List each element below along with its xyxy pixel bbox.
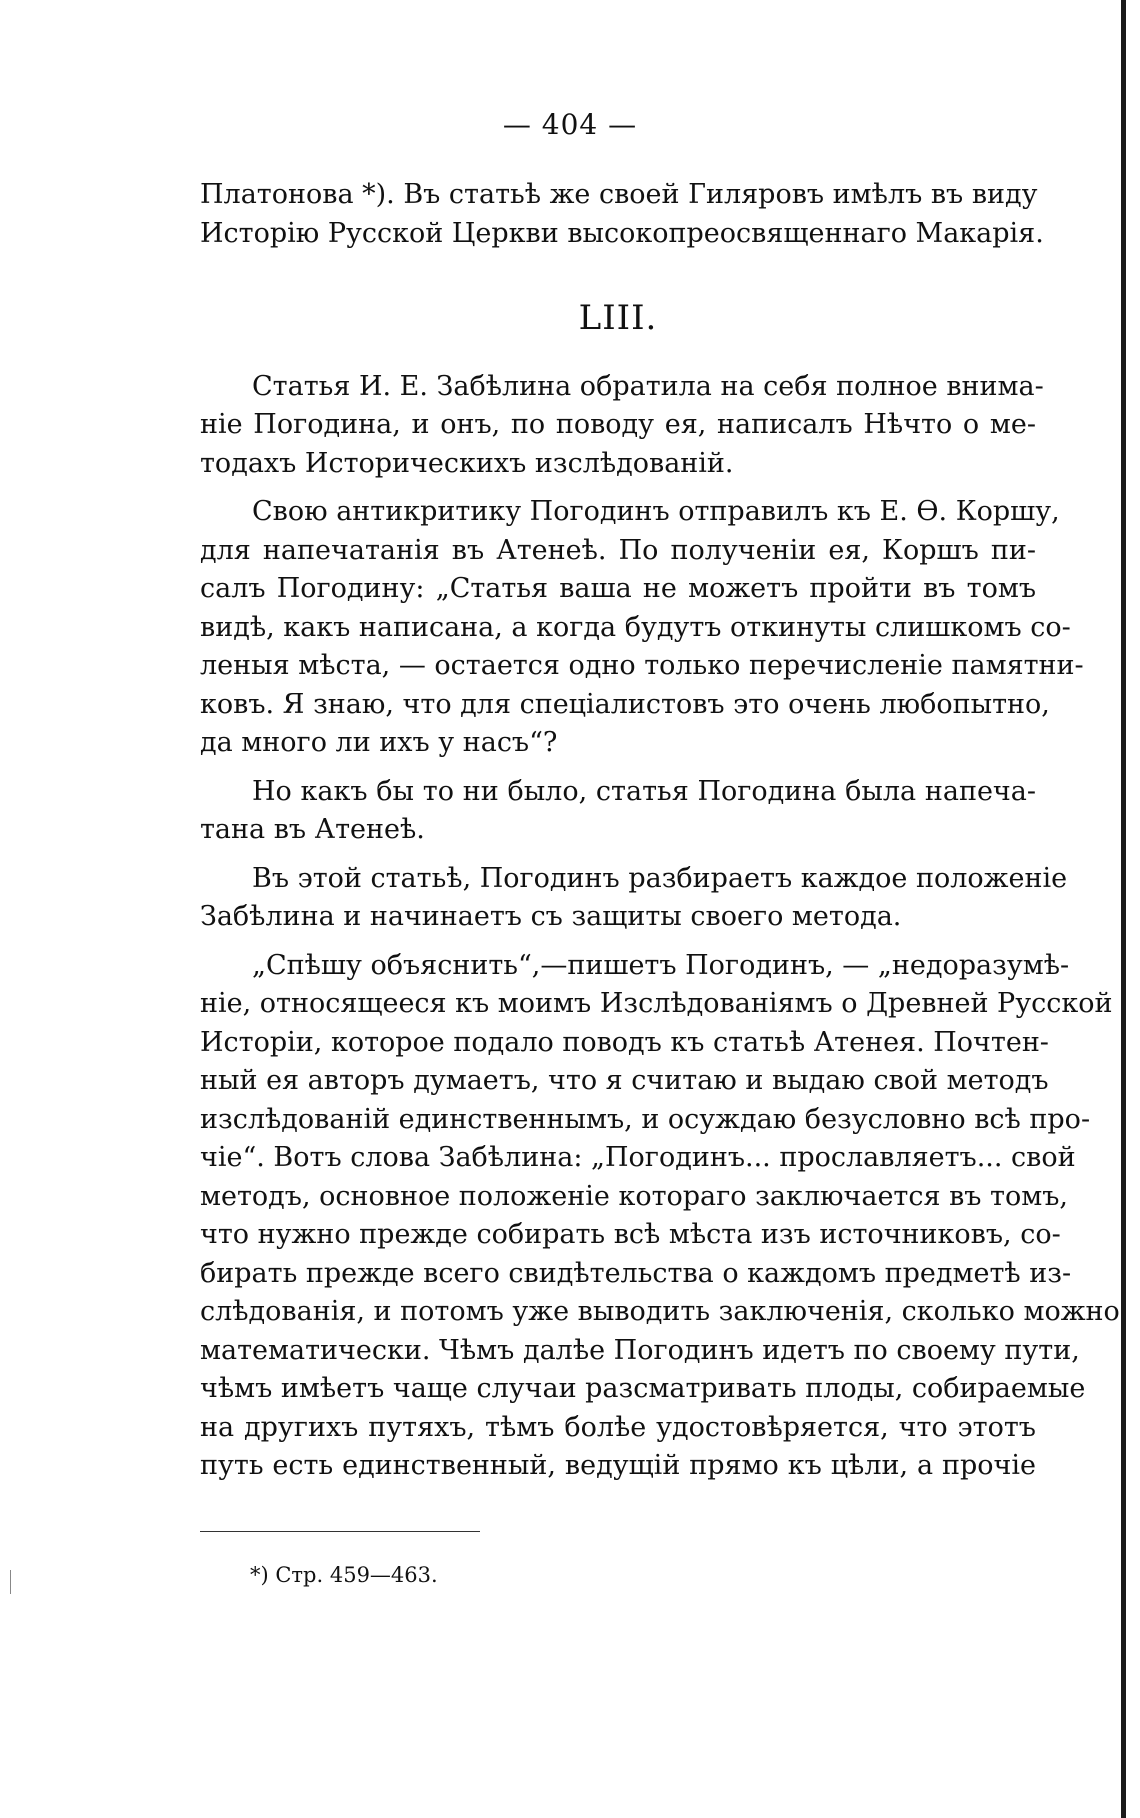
- text-line: слѣдованія, и потомъ уже выводить заключенія, сколько можно: [200, 1296, 1120, 1327]
- paragraph: [200, 773, 1036, 850]
- text-line: тодахъ Историческихъ изслѣдованій.: [200, 447, 734, 479]
- text-line: методъ, основное положеніе котораго заключается въ томъ,: [200, 1180, 1069, 1212]
- text-line: ковъ. Я знаю, что для спеціалистовъ это очень любопытно,: [200, 688, 1050, 720]
- text-line: чѣмъ имѣетъ чаще случаи разсматривать плоды, собираемые: [200, 1373, 1086, 1404]
- text-line: Платонова *). Въ статьѣ же своей Гиляровъ имѣлъ въ виду: [200, 179, 1038, 210]
- footnote-divider: [200, 1531, 480, 1532]
- text-line: Забѣлина и начинаетъ съ защиты своего метода.: [200, 901, 902, 932]
- paragraph: [200, 368, 1044, 484]
- chapter-heading: LIII.: [578, 298, 658, 338]
- text-line: изслѣдованій единственнымъ, и осуждаю безусловно всѣ про-: [200, 1103, 1091, 1135]
- text-line: Свою антикритику Погодинъ отправилъ къ Е. Ѳ. Коршу,: [252, 496, 1060, 527]
- text-line: Исторіи, которое подало поводъ къ статьѣ Атенея. Почтен-: [200, 1026, 1049, 1058]
- text-line: Въ этой статьѣ, Погодинъ разбираетъ каждое положеніе: [252, 862, 1068, 894]
- text-line: да много ли ихъ у насъ“?: [200, 727, 558, 758]
- text-line: салъ Погодину: „Статья ваша не можетъ пройти въ томъ: [200, 573, 1036, 604]
- footnote: *) Стр. 459—463.: [250, 1563, 438, 1587]
- page-number: — 404 —: [502, 108, 638, 141]
- text-line: путь есть единственный, ведущій прямо къ цѣли, а прочіе: [200, 1450, 1036, 1481]
- intro-paragraph: [200, 176, 1044, 253]
- text-line: чіе“. Вотъ слова Забѣлина: „Погодинъ... прославляетъ... свой: [200, 1142, 1076, 1173]
- text-line: „Спѣшу объяснить“,—пишетъ Погодинъ, — „недоразумѣ-: [252, 949, 1070, 981]
- text-line: тана въ Атенеѣ.: [200, 814, 425, 845]
- paragraph: [200, 947, 1120, 1486]
- page-edge: [1121, 0, 1126, 1818]
- paragraph: [200, 493, 1084, 763]
- text-line: математически. Чѣмъ далѣе Погодинъ идетъ по своему пути,: [200, 1334, 1080, 1366]
- scan-mark: [10, 1570, 11, 1594]
- page-body: [200, 176, 1120, 1486]
- text-line: ный ея авторъ думаетъ, что я считаю и выдаю свой методъ: [200, 1065, 1049, 1096]
- text-line: Исторію Русской Церкви высокопреосвященнаго Макарія.: [200, 217, 1044, 249]
- text-line: видѣ, какъ написана, а когда будутъ откинуты слишкомъ со-: [200, 611, 1071, 643]
- text-line: что нужно прежде собирать всѣ мѣста изъ источниковъ, со-: [200, 1219, 1061, 1250]
- text-line: ніе, относящееся къ моимъ Изслѣдованіямъ о Древней Русской: [200, 988, 1113, 1019]
- text-line: Статья И. Е. Забѣлина обратила на себя полное внима-: [252, 370, 1044, 402]
- text-line: леныя мѣста, — остается одно только перечисленіе памятни-: [200, 650, 1084, 681]
- text-line: на другихъ путяхъ, тѣмъ болѣе удостовѣряется, что этотъ: [200, 1411, 1036, 1443]
- paragraph: [200, 860, 1068, 937]
- text-line: для напечатанія въ Атенеѣ. По полученіи ея, Коршъ пи-: [200, 534, 1036, 566]
- text-line: ніе Погодина, и онъ, по поводу ея, написалъ Нѣчто о ме-: [200, 409, 1036, 440]
- text-line: бирать прежде всего свидѣтельства о каждомъ предметѣ из-: [200, 1257, 1072, 1289]
- text-line: Но какъ бы то ни было, статья Погодина была напеча-: [252, 775, 1036, 807]
